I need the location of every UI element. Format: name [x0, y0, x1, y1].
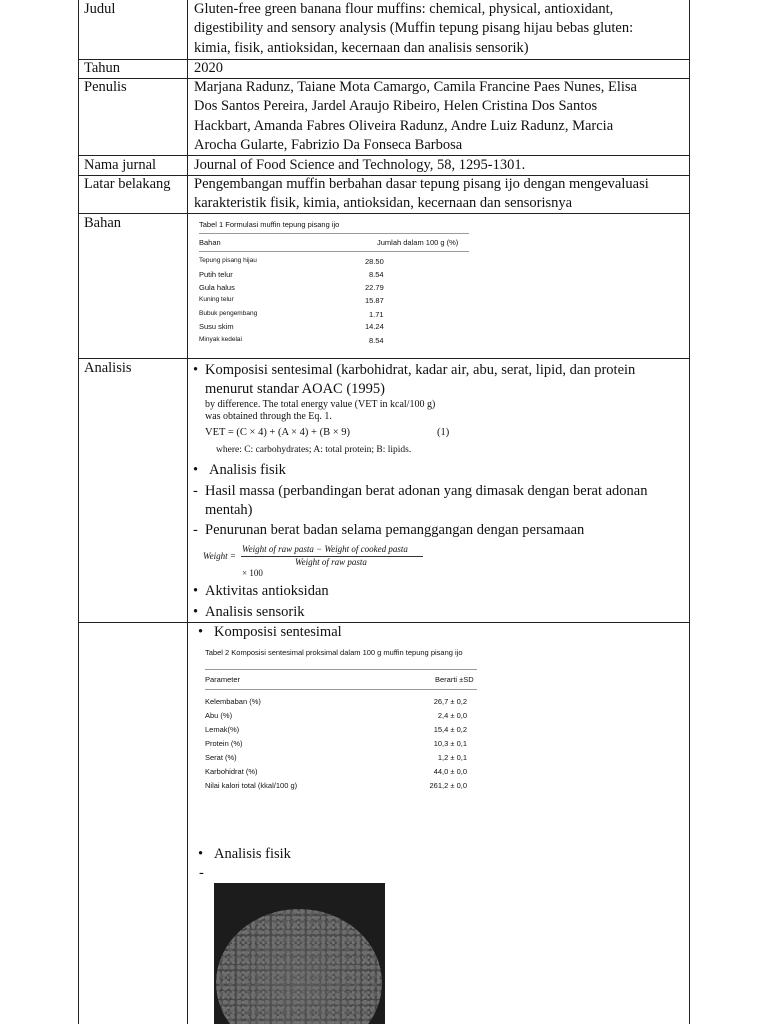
- analisis-subitem-penurunan: Penurunan berat badan selama pemanggangan dengan persamaan: [205, 522, 585, 538]
- table-row: [205, 711, 477, 722]
- table2-cell-value: 15,4 ± 0,2: [433, 725, 467, 734]
- table2-caption: Tabel 2 Komposisi sentesimal proksimal dalam 100 g muffin tepung pisang ijo: [205, 648, 463, 657]
- latar-value: [194, 175, 683, 214]
- table-row: [199, 310, 469, 321]
- table2-rule: [205, 669, 477, 670]
- table1-cell-bahan: Susu skim: [199, 322, 234, 331]
- table1-cell-bahan: Tepung pisang hijau: [199, 257, 257, 264]
- table-row: [199, 336, 469, 347]
- muffin-slice-image: [216, 909, 382, 1024]
- muffin-crumb-photo: [214, 883, 385, 1024]
- dash-icon: -: [193, 483, 198, 499]
- analisis-item-antioksidan: Aktivitas antioksidan: [205, 583, 329, 599]
- penulis-line: Hackbart, Amanda Fabres Oliveira Radunz, Andre Luiz Radunz, Marcia: [194, 117, 614, 134]
- dash-icon: -: [199, 865, 204, 881]
- table1-cell-jumlah: 22.79: [365, 283, 384, 292]
- table1-cell-bahan: Bubuk pengembang: [199, 310, 258, 317]
- table1-cell-jumlah: 14.24: [365, 322, 384, 331]
- table1-caption: Tabel 1 Formulasi muffin tepung pisang ijo: [199, 220, 340, 229]
- bullet-icon: •: [198, 846, 204, 862]
- table-row: [199, 270, 469, 281]
- table2-cell-parameter: Nilai kalori total (kkal/100 g): [205, 781, 298, 790]
- table1-cell-jumlah: 1.71: [369, 310, 384, 319]
- table2-rule: [205, 689, 477, 690]
- row-label-judul: Judul: [84, 1, 116, 17]
- analisis-item-sensorik: Analisis sensorik: [205, 604, 305, 620]
- table1-cell-bahan: Putih telur: [199, 270, 233, 279]
- analisis-item-fisik: Analisis fisik: [209, 462, 286, 478]
- table-row: [205, 781, 477, 792]
- row-label-analisis: Analisis: [84, 360, 132, 376]
- table2-header-berarti: Berarti ±SD: [435, 675, 474, 684]
- snippet-line: was obtained through the Eq. 1.: [205, 411, 332, 422]
- table-row: [205, 739, 477, 750]
- bullet-icon: •: [193, 462, 199, 478]
- table2-cell-parameter: Serat (%): [205, 753, 237, 762]
- energy-equation: VET = (C × 4) + (A × 4) + (B × 9): [205, 427, 350, 438]
- table-border-left: [78, 0, 79, 1024]
- judul-value: [194, 0, 683, 58]
- table-row: [199, 296, 469, 307]
- table2-composition: [200, 645, 482, 800]
- analisis-line: menurut standar AOAC (1995): [205, 381, 386, 398]
- bullet-icon: •: [198, 624, 204, 640]
- table1-header: [199, 238, 469, 249]
- table1-rule: [199, 233, 469, 234]
- formula-denominator: Weight of raw pasta: [295, 557, 367, 567]
- table1-cell-jumlah: 8.54: [369, 336, 384, 345]
- formula-multiplier: × 100: [242, 568, 263, 578]
- judul-line: digestibility and sensory analysis (Muffin tepung pisang hijau bebas gluten:: [194, 20, 634, 37]
- table2-cell-parameter: Karbohidrat (%): [205, 767, 258, 776]
- hasil-item-komposisi: Komposisi sentesimal: [214, 624, 342, 640]
- table-row: [205, 697, 477, 708]
- row-label-penulis: Penulis: [84, 79, 127, 95]
- table2-cell-value: 10,3 ± 0,1: [433, 739, 467, 748]
- row-divider: [78, 358, 690, 359]
- jurnal-value: Journal of Food Science and Technology, 58, 1295-1301.: [194, 157, 526, 173]
- row-label-tahun: Tahun: [84, 60, 121, 76]
- table2-cell-value: 26,7 ± 0,2: [433, 697, 467, 706]
- table2-header: [205, 675, 477, 686]
- dash-icon: -: [193, 522, 198, 538]
- table1-rule: [199, 251, 469, 252]
- table1-cell-jumlah: 8.54: [369, 270, 384, 279]
- penulis-value: [194, 78, 683, 156]
- column-divider: [187, 0, 188, 1024]
- hasil-item-fisik: Analisis fisik: [214, 846, 291, 862]
- penulis-line: Dos Santos Pereira, Jardel Araujo Ribeiro, Helen Cristina Dos Santos: [194, 98, 598, 115]
- latar-line: karakteristik fisik, kimia, antioksidan, kecernaan dan sensorisnya: [194, 195, 573, 212]
- paper-snippet: [205, 399, 435, 423]
- snippet-line: by difference. The total energy value (VET in kcal/100 g): [205, 399, 436, 410]
- row-divider: [78, 59, 690, 60]
- table-border-right: [689, 0, 690, 1024]
- judul-line: Gluten-free green banana flour muffins: chemical, physical, antioxidant,: [194, 1, 614, 17]
- table2-cell-value: 1,2 ± 0,1: [437, 753, 467, 762]
- table1-cell-bahan: Gula halus: [199, 283, 235, 292]
- table2-cell-value: 44,0 ± 0,0: [433, 767, 467, 776]
- formula-numerator: Weight of raw pasta − Weight of cooked pasta: [242, 544, 408, 554]
- table2-header-parameter: Parameter: [205, 675, 241, 684]
- equation-number: (1): [437, 427, 450, 438]
- penulis-line: Arocha Gularte, Fabrizio Da Fonseca Barbosa: [194, 137, 463, 154]
- row-label-bahan: Bahan: [84, 215, 122, 231]
- latar-line: Pengembangan muffin berbahan dasar tepung pisang ijo dengan mengevaluasi: [194, 176, 649, 192]
- table1-header-bahan: Bahan: [199, 238, 221, 247]
- analisis-subitem-hasil-massa: [205, 482, 683, 521]
- formula-lhs: Weight =: [203, 551, 236, 561]
- table-row: [199, 322, 469, 333]
- analisis-line: mentah): [205, 502, 253, 519]
- weight-formula: [203, 544, 428, 578]
- table2-cell-value: 261,2 ± 0,0: [429, 781, 467, 790]
- table2-cell-value: 2,4 ± 0,0: [437, 711, 467, 720]
- table1-header-jumlah: Jumlah dalam 100 g (%): [377, 238, 459, 247]
- analisis-line: Hasil massa (perbandingan berat adonan yang dimasak dengan berat adonan: [205, 483, 648, 499]
- table-row: [199, 283, 469, 294]
- table1-cell-jumlah: 15.87: [365, 296, 384, 305]
- table2-cell-parameter: Protein (%): [205, 739, 243, 748]
- row-divider: [78, 622, 690, 623]
- table1-cell-bahan: Kuning telur: [199, 296, 234, 303]
- table2-cell-parameter: Kelembaban (%): [205, 697, 261, 706]
- bullet-icon: •: [193, 604, 199, 620]
- judul-line: kimia, fisik, antioksidan, kecernaan dan analisis sensorik): [194, 39, 529, 56]
- table2-cell-parameter: Lemak(%): [205, 725, 240, 734]
- table1-cell-jumlah: 28.50: [365, 257, 384, 266]
- bullet-icon: •: [193, 583, 199, 599]
- table-row: [205, 767, 477, 778]
- table1-formulation: [199, 220, 469, 356]
- analisis-line: Komposisi sentesimal (karbohidrat, kadar air, abu, serat, lipid, dan protein: [205, 362, 636, 378]
- tahun-value: 2020: [194, 60, 223, 76]
- row-label-jurnal: Nama jurnal: [84, 157, 157, 173]
- table-row: [205, 725, 477, 736]
- analisis-item-komposisi: [205, 361, 683, 400]
- table-row: [199, 257, 469, 268]
- equation-where: where: C: carbohydrates; A: total protein; B: lipids.: [216, 445, 412, 455]
- row-label-latar: Latar belakang: [84, 176, 171, 192]
- bullet-icon: •: [193, 362, 199, 378]
- table1-cell-bahan: Minyak kedelai: [199, 336, 242, 343]
- table-row: [205, 753, 477, 764]
- penulis-line: Marjana Radunz, Taiane Mota Camargo, Camila Francine Paes Nunes, Elisa: [194, 79, 637, 95]
- table2-cell-parameter: Abu (%): [205, 711, 233, 720]
